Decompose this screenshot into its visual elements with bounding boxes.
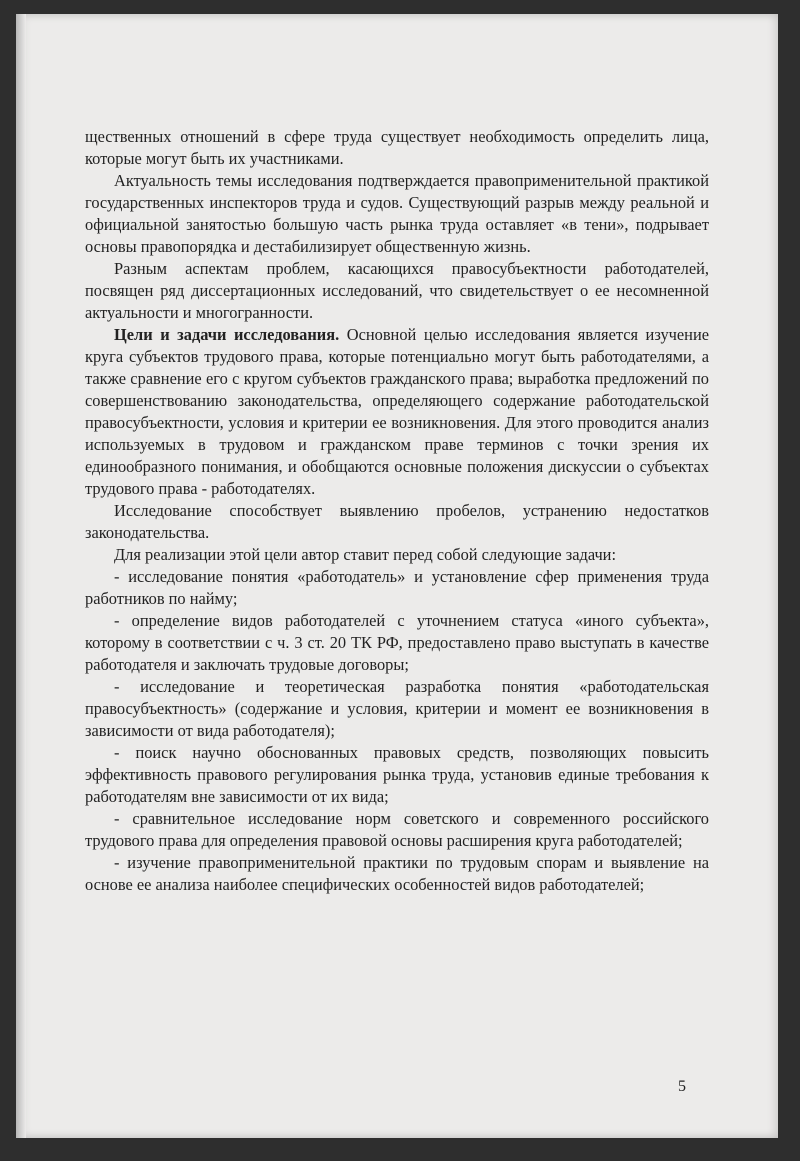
page-number: 5 — [678, 1078, 686, 1095]
page-fold-shadow — [16, 14, 26, 1138]
task-item: - изучение правоприменительной практики по трудовым спорам и выявление на основе ее анализа наиболее специфических особенностей видов работодателей; — [85, 853, 709, 894]
task-item: - исследование и теоретическая разработка понятия «работодательская правосубъектность» (содержание и условия, критерии и момент ее возникновения в зависимости от вида работодателя); — [85, 677, 709, 740]
paragraph-gaps: Исследование способствует выявлению пробелов, устранению недостатков законодательства. — [85, 501, 709, 542]
task-item: - определение видов работодателей с уточнением статуса «иного субъекта», которому в соответствии с ч. 3 ст. 20 ТК РФ, предоставлено право выступать в качестве работодателя и заключать трудовые договоры; — [85, 611, 709, 674]
paragraph-goals — [85, 324, 709, 500]
goals-heading: Цели и задачи исследования. — [114, 325, 340, 344]
document-page — [16, 14, 778, 1138]
paragraph-tasks-intro: Для реализации этой цели автор ставит перед собой следующие задачи: — [114, 545, 617, 564]
body-text — [85, 126, 709, 896]
task-item: - исследование понятия «работодатель» и установление сфер применения труда работников по найму; — [85, 567, 709, 608]
paragraph-continuation: щественных отношений в сфере труда существует необходимость определить лица, которые могут быть их участниками. — [85, 127, 709, 168]
paragraph-aspects: Разным аспектам проблем, касающихся правосубъектности работодателей, посвящен ряд диссертационных исследований, что свидетельствует о ее несомненной актуальности и многогранности. — [85, 259, 709, 322]
paragraph-relevance: Актуальность темы исследования подтверждается правоприменительной практикой государственных инспекторов труда и судов. Существующий разрыв между реальной и официальной занятостью большую часть рынка труда оставляет «в тени», подрывает основы правопорядка и дестабилизирует общественную жизнь. — [85, 171, 709, 256]
task-item: - поиск научно обоснованных правовых средств, позволяющих повысить эффективность правового регулирования рынка труда, установив единые требования к работодателям вне зависимости от их вида; — [85, 743, 709, 806]
goals-text: Основной целью исследования является изучение круга субъектов трудового права, которые потенциально могут быть работодателями, а также сравнение его с кругом субъектов гражданского права; выработка предложений по совершенствованию законодательства, определяющего содержание работодательской правосубъектности, условия и критерии ее возникновения. Для этого проводится анализ используемых в трудовом и гражданском праве терминов с точки зрения их единообразного понимания, и обобщаются основные положения дискуссии о субъектах трудового права - работодателях. — [85, 325, 709, 498]
task-item: - сравнительное исследование норм советского и современного российского трудового права для определения правовой основы расширения круга работодателей; — [85, 809, 709, 850]
